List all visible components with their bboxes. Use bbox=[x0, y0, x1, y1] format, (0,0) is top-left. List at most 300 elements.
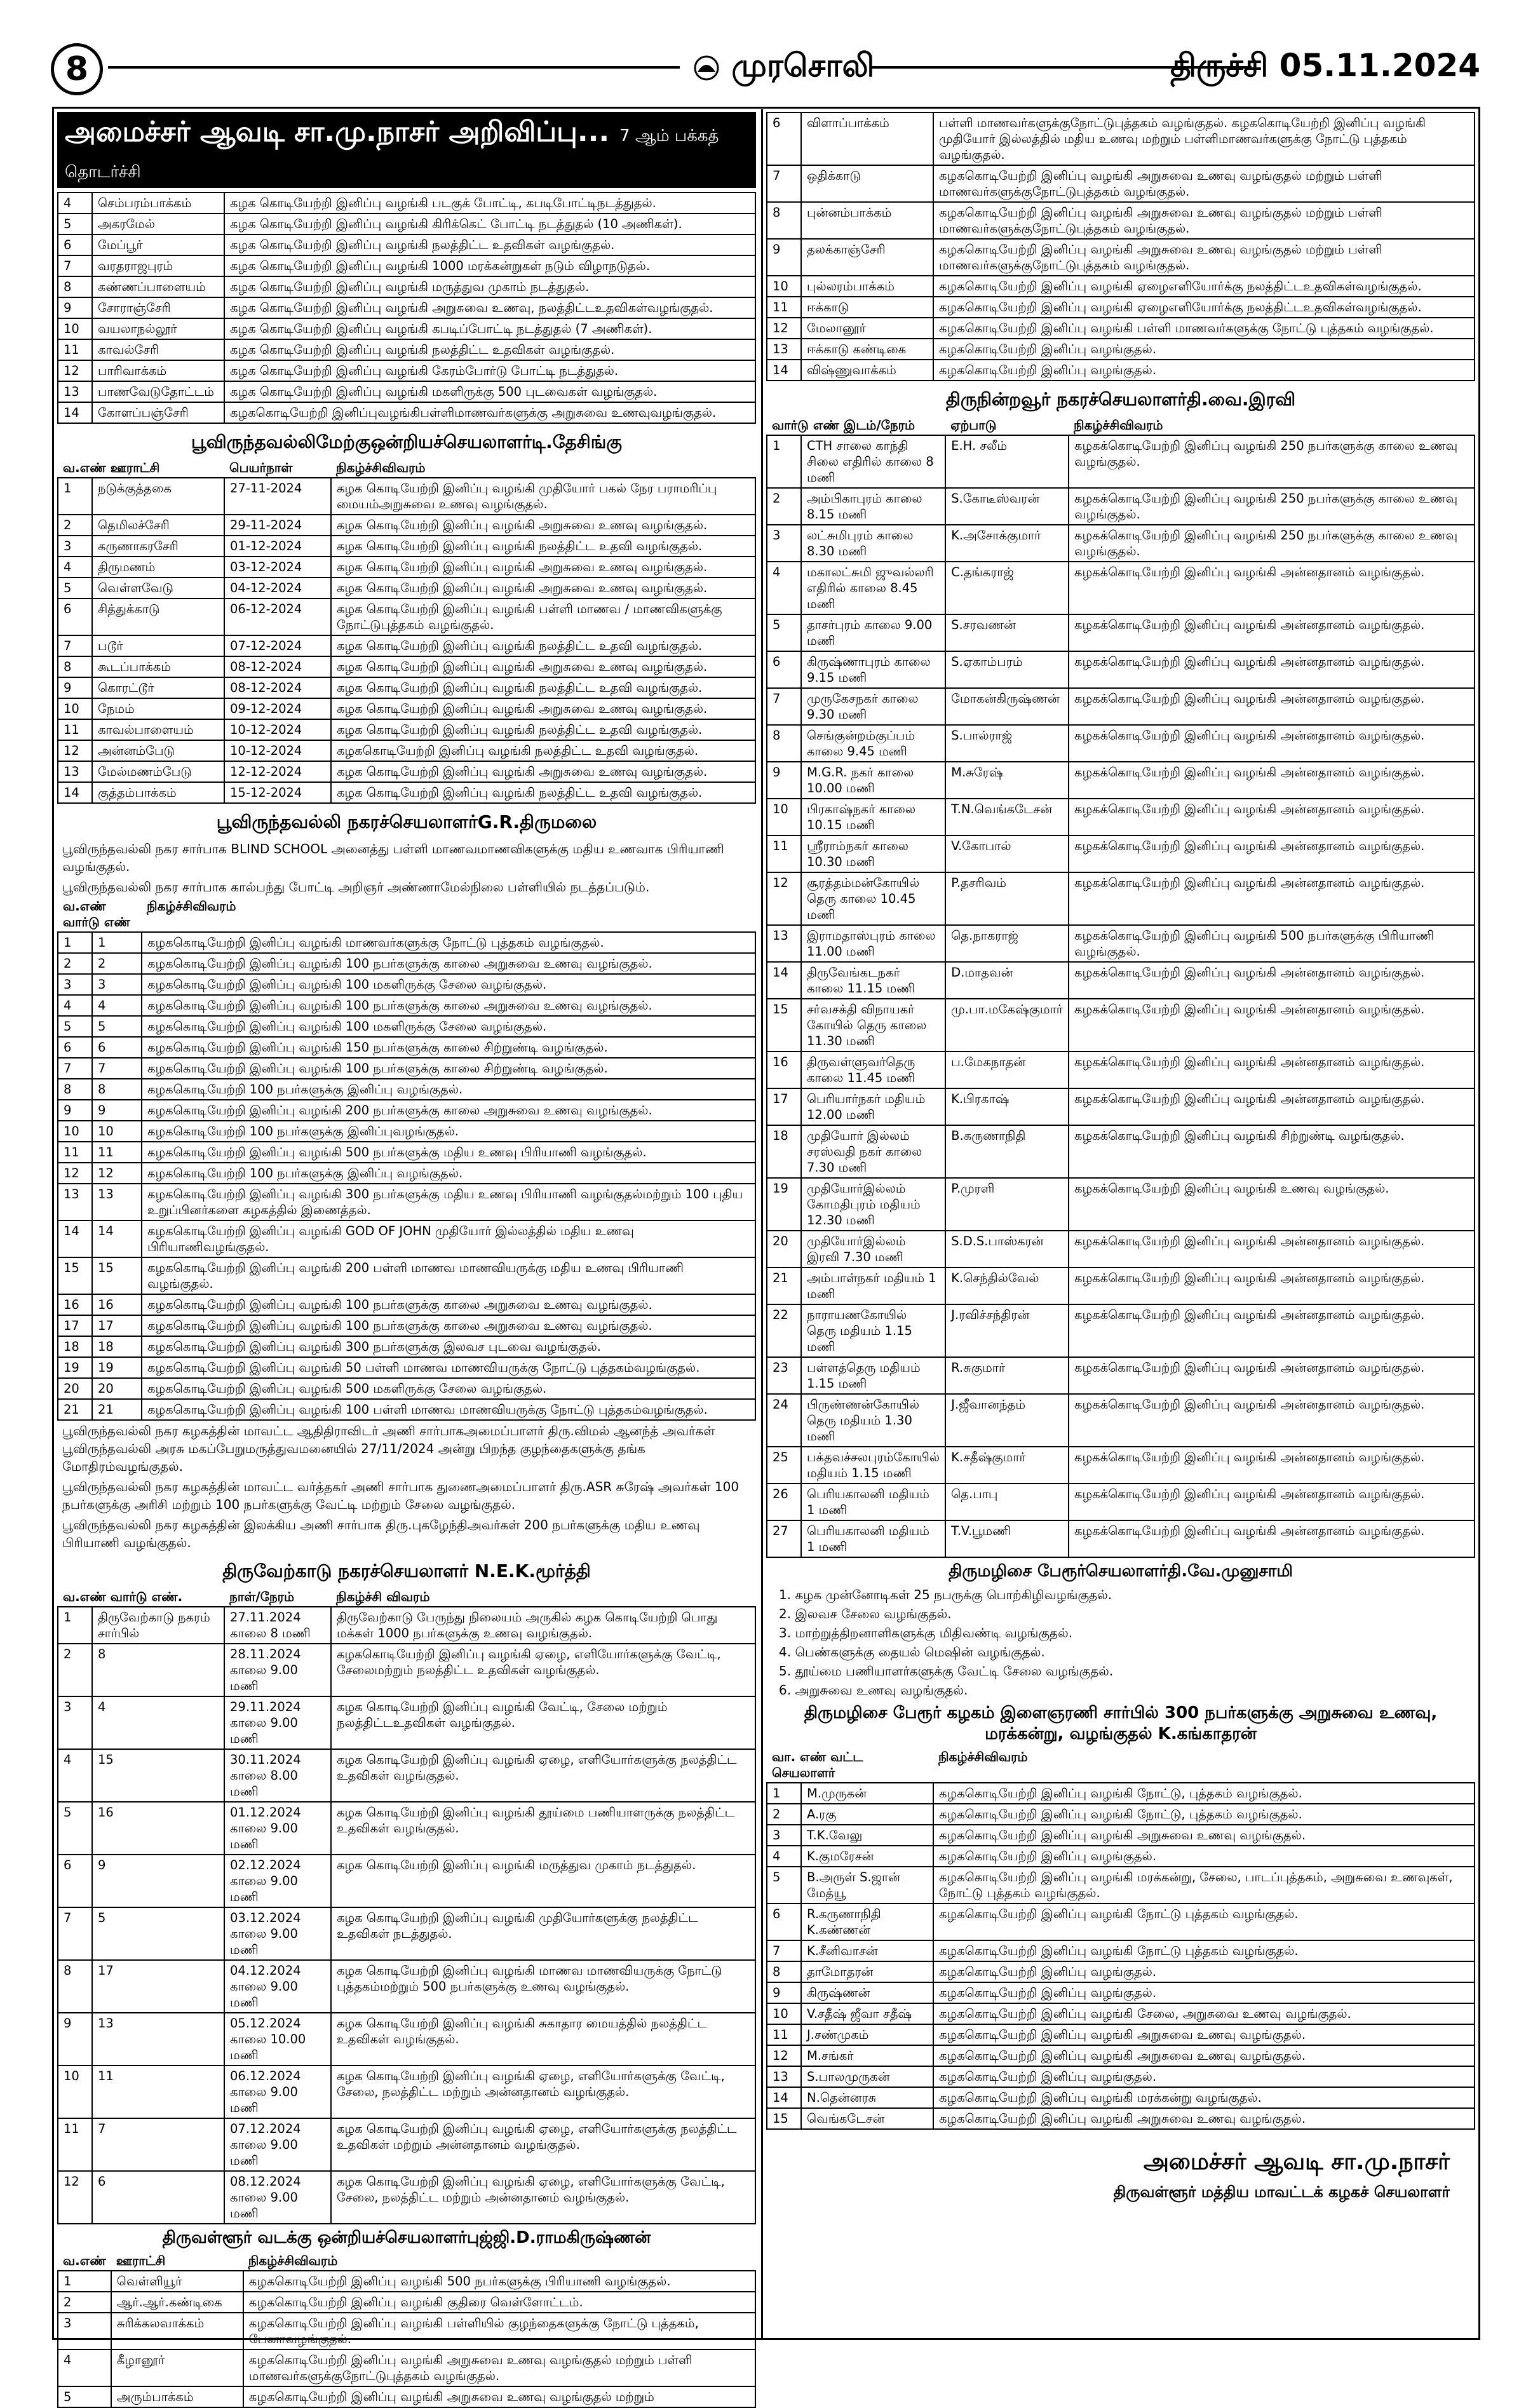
table-cell: 1 bbox=[58, 2271, 111, 2292]
table-cell: 10-12-2024 bbox=[224, 740, 331, 761]
table-cell: நாராயணகோயில் தெரு மதியம் 1.15 மணி bbox=[801, 1304, 945, 1357]
table-row bbox=[767, 999, 1475, 1052]
table-row bbox=[58, 1749, 755, 1802]
table-cell: 03-12-2024 bbox=[224, 557, 331, 578]
table-row bbox=[767, 688, 1475, 725]
table-row bbox=[58, 599, 755, 635]
table-row bbox=[58, 1644, 755, 1696]
table-cell: கழக கொடியேற்றி இனிப்பு வழங்கி முதியோர் பகல் நேர பராமரிப்பு மையம்அறுசுவை உணவு வழங்குதல். bbox=[331, 478, 755, 515]
table-cell: கழககொடியேற்றி இனிப்பு வழங்குதல். bbox=[933, 1961, 1475, 1982]
table-cell: 9 bbox=[767, 762, 801, 799]
table-cell: E.H. சலீம் bbox=[945, 435, 1069, 488]
list-item: 4. பெண்களுக்கு தையல் மெஷின் வழங்குதல். bbox=[779, 1644, 1045, 1660]
table-cell: 01-12-2024 bbox=[224, 536, 331, 557]
table-cell: கழக கொடியேற்றி இனிப்பு வழங்கி அறுசுவை உணவு வழங்குதல். bbox=[331, 515, 755, 536]
table-row bbox=[58, 1121, 755, 1142]
table-cell: அம்பாள்நகர் மதியம் 1 மணி bbox=[801, 1268, 945, 1304]
table-cell: 18 bbox=[92, 1336, 142, 1357]
table-cell: 11 bbox=[58, 719, 92, 740]
table-poonamallee-town bbox=[57, 897, 756, 1421]
table-row bbox=[58, 1294, 755, 1315]
masthead-rule-left bbox=[108, 66, 680, 69]
table-cell: கழககொடியேற்றி இனிப்பு வழங்கி 100 மகளிருக்கு சேலை வழங்குதல். bbox=[142, 974, 755, 995]
table-cell: கழககொடியேற்றி இனிப்பு வழங்கி 100 நபர்களுக்கு காலை அறுசுவை உணவு வழங்குதல். bbox=[142, 953, 755, 974]
table-row bbox=[58, 360, 755, 381]
table-cell: 3 bbox=[58, 1696, 92, 1749]
table-cell: கழக கொடியேற்றி இனிப்பு வழங்கி கேரம்போர்டு போட்டி நடத்துதல். bbox=[224, 360, 755, 381]
table-cell: தெ.நாகராஜ் bbox=[945, 925, 1069, 962]
list-item: 2. இலவச சேலை வழங்குதல். bbox=[779, 1606, 952, 1621]
table-cell: கழக கொடியேற்றி இனிப்பு வழங்கி கபடிப்போட்டி நடத்துதல் (7 அணிகள்). bbox=[224, 318, 755, 339]
table-cell: கழக கொடியேற்றி இனிப்பு வழங்கி அறுசுவை உணவு வழங்குதல். bbox=[331, 761, 755, 782]
table-cell: 08-12-2024 bbox=[224, 656, 331, 677]
header-cell: நிகழ்ச்சிவிவரம் bbox=[336, 460, 426, 475]
table-row bbox=[767, 1052, 1475, 1088]
sun-rising-icon bbox=[692, 55, 720, 81]
table-cell: கழககொடியேற்றி இனிப்பு வழங்கி அறுசுவை உணவு வழங்குதல் மற்றும் பள்ளி மாணவர்களுக்குநோட்டுபுத்தகம் வழங்குதல். bbox=[243, 2350, 755, 2386]
table-row bbox=[58, 1142, 755, 1163]
table-cell: S.D.S.பாஸ்கரன் bbox=[945, 1231, 1069, 1268]
table-cell: கருணாகரசேரி bbox=[92, 536, 224, 557]
table-row bbox=[767, 1825, 1475, 1846]
table-cell: 6 bbox=[92, 1037, 142, 1058]
table-cell: 03.12.2024 காலை 9.00 மணி bbox=[224, 1907, 331, 1960]
table-cell: 19 bbox=[58, 1357, 92, 1378]
table-cell: கழக கொடியேற்றி இனிப்பு வழங்கி படகுக் போட்டி, கபடிபோட்டிநடத்துதல். bbox=[224, 193, 755, 213]
table-cell: 12 bbox=[58, 2171, 92, 2224]
header-cell: வ.எண் வார்டு எண். bbox=[63, 1589, 183, 1604]
masthead bbox=[51, 43, 1480, 107]
table-cell: கோளப்பஞ்சேரி bbox=[92, 402, 224, 423]
table-cell: 2 bbox=[92, 953, 142, 974]
table-cell: 06-12-2024 bbox=[224, 599, 331, 635]
table-row bbox=[767, 2108, 1475, 2129]
table-row bbox=[767, 725, 1475, 762]
table-row bbox=[767, 525, 1475, 562]
table-cell: 15 bbox=[767, 2108, 801, 2129]
table-cell: 9 bbox=[92, 1100, 142, 1121]
table-cell: கழககொடியேற்றி இனிப்பு வழங்கி GOD OF JOHN முதியோர் இல்லத்தில் மதிய உணவு பிரியாணிவழங்குதல். bbox=[142, 1221, 755, 1257]
table-cell: கழககொடியேற்றி இனிப்பு வழங்கி ஏழைஎளியோர்க்கு நலத்திட்டஉதவிகள்வழங்குதல். bbox=[933, 276, 1475, 297]
table-row bbox=[767, 1867, 1475, 1904]
table-row bbox=[58, 536, 755, 557]
table-cell: 11 bbox=[58, 339, 92, 360]
table-cell: கழக கொடியேற்றி இனிப்பு வழங்கி ஏழை, எளியோர்களுக்கு நலத்திட்ட உதவிகள் மற்றும் அன்னதானம் வழங்குதல். bbox=[331, 2118, 755, 2171]
table-cell: கழககொடியேற்றி 100 நபர்களுக்கு இனிப்பு வழங்குதல். bbox=[142, 1079, 755, 1100]
table-cell: 1 bbox=[58, 478, 92, 515]
table-cell: 5 bbox=[92, 1016, 142, 1037]
table-row bbox=[767, 2024, 1475, 2045]
announcement-title: அமைச்சர் ஆவடி சா.மு.நாசர் அறிவிப்பு... bbox=[65, 116, 610, 148]
table-row bbox=[767, 2003, 1475, 2024]
table-cell: அகரமேல் bbox=[92, 213, 224, 234]
table-cell: முதியோர்இல்லம் கோமதிபுரம் மதியம் 12.30 மணி bbox=[801, 1178, 945, 1231]
table-cell: பிருண்ணன்கோயில் தெரு மதியம் 1.30 மணி bbox=[801, 1394, 945, 1447]
right-column bbox=[766, 112, 1475, 2203]
table-cell: லட்சுமிபுரம் காலை 8.30 மணி bbox=[801, 525, 945, 562]
table-cell: 22 bbox=[767, 1304, 801, 1357]
table-cell: 1 bbox=[92, 932, 142, 953]
header-cell: வார்டு எண் இடம்/நேரம் bbox=[772, 417, 915, 433]
table-cell: 20 bbox=[58, 1378, 92, 1399]
table-cell: 4 bbox=[92, 1696, 224, 1749]
table-cell: 8 bbox=[92, 1644, 224, 1696]
table-cell: S.சரவணன் bbox=[945, 614, 1069, 651]
table-cell: 3 bbox=[767, 1825, 801, 1846]
table-cell: பாணவேடுதோட்டம் bbox=[92, 381, 224, 402]
table-cell: சர்வசக்தி விநாயகர் கோயில் தெரு காலை 11.30 மணி bbox=[801, 999, 945, 1052]
table-cell: 7 bbox=[58, 635, 92, 656]
table-cell: 5 bbox=[58, 1016, 92, 1037]
table-cell: C.தங்கராஜ் bbox=[945, 562, 1069, 614]
table-row bbox=[58, 1016, 755, 1037]
table-cell: 3 bbox=[767, 525, 801, 562]
table-cell: சோராஞ்சேரி bbox=[92, 297, 224, 318]
table-cell: 10-12-2024 bbox=[224, 719, 331, 740]
table-cell: கழகக்கொடியேற்றி இனிப்பு வழங்கி 500 நபர்களுக்கு பிரியாணி வழங்குதல். bbox=[1069, 925, 1475, 962]
table-cell: 27 bbox=[767, 1520, 801, 1557]
table-cell: செங்குன்றம்குப்பம் காலை 9.45 மணி bbox=[801, 725, 945, 762]
signature-name: அமைச்சர் ஆவடி சா.மு.நாசர் bbox=[1143, 2149, 1450, 2175]
table-row bbox=[58, 1079, 755, 1100]
table-cell: கூடப்பாக்கம் bbox=[92, 656, 224, 677]
table-cell: கழக கொடியேற்றி இனிப்பு வழங்கி மருத்துவ முகாம் நடத்துதல். bbox=[331, 1855, 755, 1907]
table-cell: 10 bbox=[92, 1121, 142, 1142]
table-row bbox=[767, 112, 1475, 165]
table-row bbox=[58, 578, 755, 599]
table-continuation bbox=[57, 192, 756, 424]
table-cell: 3 bbox=[58, 536, 92, 557]
table-cell: திருமணம் bbox=[92, 557, 224, 578]
table-cell: கழககொடியேற்றி இனிப்பு வழங்குதல். bbox=[933, 1982, 1475, 2003]
table-cell: கழககொடியேற்றி இனிப்பு வழங்கி 200 நபர்களுக்கு காலை அறுசுவை உணவு வழங்குதல். bbox=[142, 1100, 755, 1121]
table-cell: S.பாலமுருகன் bbox=[801, 2066, 933, 2087]
table-row bbox=[58, 635, 755, 656]
table-row bbox=[58, 255, 755, 276]
table-cell: கழகக்கொடியேற்றி இனிப்பு வழங்கி 250 நபர்களுக்கு காலை உணவு வழங்குதல். bbox=[1069, 525, 1475, 562]
table-cell: நேமம் bbox=[92, 698, 224, 719]
table-cell: 12 bbox=[58, 1163, 92, 1184]
table-cell: 12 bbox=[92, 1163, 142, 1184]
table-cell: 12 bbox=[767, 2045, 801, 2066]
table-cell: 3 bbox=[92, 974, 142, 995]
table-cell: பெரியகாலனி மதியம் 1 மணி bbox=[801, 1520, 945, 1557]
table-cell: கழககொடியேற்றி இனிப்பு வழங்கி அறுசுவை உணவு வழங்குதல் மற்றும் பள்ளி மாணவர்களுக்குநோட்டுபுத்தகம் வழங்குதல். bbox=[933, 165, 1475, 202]
table-cell: M.G.R. நகர் காலை 10.00 மணி bbox=[801, 762, 945, 799]
table-row bbox=[767, 1982, 1475, 2003]
table-cell: தெமிலச்சேரி bbox=[92, 515, 224, 536]
table-cell: கழககொடியேற்றி இனிப்பு வழங்கி பள்ளி மாணவர்களுக்கு நோட்டு புத்தகம் வழங்குதல். bbox=[933, 318, 1475, 339]
table-cell: காவல்பாளையம் bbox=[92, 719, 224, 740]
table-cell: மேல்மணம்பேடு bbox=[92, 761, 224, 782]
table-cell: 7 bbox=[92, 2118, 224, 2171]
table-cell: கழகக்கொடியேற்றி இனிப்பு வழங்கி அன்னதானம் வழங்குதல். bbox=[1069, 1231, 1475, 1268]
table-row bbox=[767, 1125, 1475, 1178]
table-cell: கழககொடியேற்றி இனிப்பு வழங்கி 500 நபர்களுக்கு மதிய உணவு பிரியாணி வழங்குதல். bbox=[142, 1142, 755, 1163]
table-cell: 15 bbox=[92, 1257, 142, 1294]
continued-note: 7 ஆம் பக்கத் தொடர்ச்சி bbox=[65, 126, 719, 182]
table-row bbox=[58, 1696, 755, 1749]
table-cell: கழககொடியேற்றி இனிப்புவழங்கிபள்ளிமாணவர்களுக்கு அறுசுவை உணவுவழங்குதல். bbox=[224, 402, 755, 423]
table-row bbox=[767, 435, 1475, 488]
table-cell: சித்துக்காடு bbox=[92, 599, 224, 635]
table-cell: 13 bbox=[58, 761, 92, 782]
table-cell: 10 bbox=[58, 318, 92, 339]
table-cell: படூர் bbox=[92, 635, 224, 656]
table-cell: K.அசோக்குமார் bbox=[945, 525, 1069, 562]
table-row bbox=[767, 1846, 1475, 1867]
header-cell: வ.எண் bbox=[63, 2253, 106, 2268]
table-row bbox=[767, 202, 1475, 239]
table-cell: கழககொடியேற்றி இனிப்பு வழங்கி ஏழைஎளியோர்க்கு நலத்திட்டஉதவிகள்வழங்குதல். bbox=[933, 297, 1475, 318]
table-cell: 5 bbox=[58, 1802, 92, 1855]
table-row bbox=[58, 740, 755, 761]
table-cell: கழககொடியேற்றி இனிப்பு வழங்கி மரக்கன்று, சேலை, பாடப்புத்தகம், அறுசுவை உணவுகள், நோட்டு புத்தகம் வழங்குதல். bbox=[933, 1867, 1475, 1904]
table-cell: குத்தம்பாக்கம் bbox=[92, 782, 224, 803]
table-cell: பள்ளத்தெரு மதியம் 1.15 மணி bbox=[801, 1357, 945, 1394]
table-tiruvallur-north bbox=[57, 2252, 756, 2408]
table-cell: K.பிரகாஷ் bbox=[945, 1088, 1069, 1125]
table-cell: J.ஜீவானந்தம் bbox=[945, 1394, 1069, 1447]
table-cell: 16 bbox=[92, 1802, 224, 1855]
table-cell: கழகக்கொடியேற்றி இனிப்பு வழங்கி அன்னதானம் வழங்குதல். bbox=[1069, 1052, 1475, 1088]
table-cell: கழககொடியேற்றி இனிப்பு வழங்கி நோட்டு புத்தகம் வழங்குதல். bbox=[933, 1940, 1475, 1961]
table-cell: கழககொடியேற்றி இனிப்பு வழங்கி 500 மகளிருக்கு சேலை வழங்குதல். bbox=[142, 1378, 755, 1399]
table-cell: M.சுரேஷ் bbox=[945, 762, 1069, 799]
note-text: பூவிருந்தவல்லி நகர கழகத்தின் மாவட்ட வர்த்தகர் அணி சார்பாக துணைஅமைப்பாளர் திரு.ASR சுரேஷ் அவர்கள் 100 நபர்களுக்கு அரிசி மற்றும் 100 நபர்களுக்கு வேட்டி மற்றும் சேலை வழங்குதல். bbox=[62, 1479, 739, 1512]
table-cell: வெள்ளவேடு bbox=[92, 578, 224, 599]
table-cell: கழகக்கொடியேற்றி இனிப்பு வழங்கி அன்னதானம் வழங்குதல். bbox=[1069, 762, 1475, 799]
table-cell: V.சதீஷ் ஜீவா சதீஷ் bbox=[801, 2003, 933, 2024]
table-cell: 13 bbox=[58, 381, 92, 402]
table-cell: 12 bbox=[767, 318, 801, 339]
table-row bbox=[767, 1484, 1475, 1520]
section-title: திருவள்ளூர் வடக்கு ஒன்றியச்செயலாளர்புஜ்ஜி.D.ராமகிருஷ்ணன் bbox=[162, 2228, 651, 2247]
table-cell: கழக கொடியேற்றி இனிப்பு வழங்கி அறுசுவை உணவு வழங்குதல். bbox=[331, 578, 755, 599]
table-cell: 14 bbox=[767, 360, 801, 381]
table-cell: 8 bbox=[767, 1961, 801, 1982]
table-cell: கழகக்கொடியேற்றி இனிப்பு வழங்கி அன்னதானம் வழங்குதல். bbox=[1069, 1484, 1475, 1520]
table-cell: கிருஷ்ணாபுரம் காலை 9.15 மணி bbox=[801, 651, 945, 688]
table-cell: 11 bbox=[767, 297, 801, 318]
table-cell: 21 bbox=[767, 1268, 801, 1304]
table-cell: கழகக்கொடியேற்றி இனிப்பு வழங்கி அன்னதானம் வழங்குதல். bbox=[1069, 1394, 1475, 1447]
table-cell: J.சண்முகம் bbox=[801, 2024, 933, 2045]
header-cell: நிகழ்ச்சிவிவரம் bbox=[248, 2253, 338, 2268]
table-row bbox=[767, 872, 1475, 925]
table-cell: கழககொடியேற்றி இனிப்பு வழங்கி மாணவர்களுக்கு நோட்டு புத்தகம் வழங்குதல். bbox=[142, 932, 755, 953]
list-item: 1. கழக முன்னோடிகள் 25 நபருக்கு பொற்கிழிவழங்குதல். bbox=[779, 1587, 1112, 1602]
table-cell: 8 bbox=[767, 725, 801, 762]
section-title: திருமழிசை பேரூர்செயலாளர்தி.வே.முனுசாமி bbox=[949, 1562, 1293, 1581]
table-cell: வெங்கடேசன் bbox=[801, 2108, 933, 2129]
list-item: 6. அறுசுவை உணவு வழங்குதல். bbox=[779, 1682, 968, 1698]
table-cell: கழக கொடியேற்றி இனிப்பு வழங்கி நலத்திட்ட உதவி வழங்குதல். bbox=[331, 635, 755, 656]
table-cell: மோகன்கிருஷ்ணன் bbox=[945, 688, 1069, 725]
table-cell: 23 bbox=[767, 1357, 801, 1394]
table-cell: கழககொடியேற்றி இனிப்பு வழங்கி 300 நபர்களுக்கு இலவச புடவை வழங்குதல். bbox=[142, 1336, 755, 1357]
table-cell: ஆர்.ஆர்.கண்டிகை bbox=[111, 2292, 243, 2313]
table-cell: 17 bbox=[767, 1088, 801, 1125]
table-cell: திருவள்ளுவர்தெரு காலை 11.45 மணி bbox=[801, 1052, 945, 1088]
table-cell: கழககொடியேற்றி இனிப்பு வழங்கி 100 நபர்களுக்கு காலை அறுசுவை உணவு வழங்குதல். bbox=[142, 995, 755, 1016]
table-cell: T.K.வேலு bbox=[801, 1825, 933, 1846]
table-cell: 8 bbox=[92, 1079, 142, 1100]
table-cell: பள்ளி மாணவர்களுக்குநோட்டுபுத்தகம் வழங்குதல். கழககொடியேற்றி இனிப்பு வழங்கி முதியோர் இல்லத்தில் மதிய உணவு மற்றும் பள்ளிமாணவர்களுக்கு நோட்டு புத்தகம் வழங்குதல். bbox=[933, 112, 1475, 165]
column-divider bbox=[761, 109, 763, 2338]
table-cell: 4 bbox=[58, 1749, 92, 1802]
table-cell: N.தென்னரசு bbox=[801, 2087, 933, 2108]
table-cell: கழக கொடியேற்றி இனிப்பு வழங்கி மாணவ மாணவியருக்கு நோட்டு புத்தகம்மற்றும் 500 நபர்களுக்கு உணவு வழங்குதல். bbox=[331, 1960, 755, 2013]
table-thirumazhisai-youth bbox=[766, 1748, 1475, 2130]
table-cell: 9 bbox=[58, 2013, 92, 2066]
table-cell: கழகக்கொடியேற்றி இனிப்பு வழங்கி சிற்றுண்டி வழங்குதல். bbox=[1069, 1125, 1475, 1178]
table-cell: 9 bbox=[58, 1100, 92, 1121]
table-cell: K.செந்தில்வேல் bbox=[945, 1268, 1069, 1304]
table-cell: 6 bbox=[58, 1855, 92, 1907]
table-cell: கழக கொடியேற்றி இனிப்பு வழங்கி வேட்டி, சேலை மற்றும் நலத்திட்டஉதவிகள் வழங்குதல். bbox=[331, 1696, 755, 1749]
header-cell: வ.எண் வார்டு எண் bbox=[63, 898, 130, 930]
table-cell: தாசர்புரம் காலை 9.00 மணி bbox=[801, 614, 945, 651]
table-row bbox=[767, 835, 1475, 872]
table-cell: 14 bbox=[767, 962, 801, 999]
table-cell: 6 bbox=[58, 599, 92, 635]
table-cell: 7 bbox=[58, 255, 92, 276]
table-row bbox=[58, 297, 755, 318]
table-cell: 13 bbox=[767, 2066, 801, 2087]
table-cell: 6 bbox=[767, 112, 801, 165]
table-cell: கழகக்கொடியேற்றி இனிப்பு வழங்கி அன்னதானம் வழங்குதல். bbox=[1069, 1447, 1475, 1484]
table-cell: 8 bbox=[58, 1960, 92, 2013]
table-cell: S.கோடீஸ்வரன் bbox=[945, 488, 1069, 525]
table-cell: 11 bbox=[92, 1142, 142, 1163]
table-cell: 09-12-2024 bbox=[224, 698, 331, 719]
table-cell: கண்ணப்பாளையம் bbox=[92, 276, 224, 297]
table-cell: கழகக்கொடியேற்றி இனிப்பு வழங்கி அன்னதானம் வழங்குதல். bbox=[1069, 999, 1475, 1052]
table-cell: புல்லரம்பாக்கம் bbox=[801, 276, 933, 297]
table-cell: S.பால்ராஜ் bbox=[945, 725, 1069, 762]
table-cell: 6 bbox=[58, 1037, 92, 1058]
table-cell: கழககொடியேற்றி இனிப்பு வழங்குதல். bbox=[933, 360, 1475, 381]
intro-text: பூவிருந்தவல்லி நகர சார்பாக BLIND SCHOOL அனைத்து பள்ளி மாணவமாணவிகளுக்கு மதிய உணவாக பிரியாணி வழங்குதல். bbox=[62, 841, 724, 874]
table-row bbox=[58, 1855, 755, 1907]
table-cell: 20 bbox=[767, 1231, 801, 1268]
table-row bbox=[767, 614, 1475, 651]
table-cell: ஈக்காடு கண்டிகை bbox=[801, 339, 933, 360]
table-cell: கழககொடியேற்றி இனிப்பு வழங்கி சேலை, அறுசுவை உணவு வழங்குதல். bbox=[933, 2003, 1475, 2024]
table-row bbox=[58, 193, 755, 213]
table-cell: 10 bbox=[58, 2066, 92, 2118]
table-cell: கழக கொடியேற்றி இனிப்பு வழங்கி அறுசுவை உணவு வழங்குதல். bbox=[331, 557, 755, 578]
table-cell: அரும்பாக்கம் bbox=[111, 2386, 243, 2407]
table-row bbox=[58, 339, 755, 360]
table-row bbox=[58, 276, 755, 297]
table-cell: 6 bbox=[767, 1904, 801, 1940]
table-cell: வரதராஜபுரம் bbox=[92, 255, 224, 276]
table-cell: 27.11.2024 காலை 8 மணி bbox=[224, 1607, 331, 1644]
table-cell: 11 bbox=[58, 2118, 92, 2171]
table-row bbox=[58, 318, 755, 339]
paper-name: முரசொலி bbox=[731, 47, 875, 84]
table-cell: D.மாதவன் bbox=[945, 962, 1069, 999]
table-row bbox=[58, 2313, 755, 2350]
table-cell: கழககொடியேற்றி இனிப்பு வழங்கி 500 நபர்களுக்கு பிரியாணி வழங்குதல். bbox=[243, 2271, 755, 2292]
table-row bbox=[58, 402, 755, 423]
table-row bbox=[767, 1394, 1475, 1447]
table-cell: கழக கொடியேற்றி இனிப்பு வழங்கி கிரிக்கெட் போட்டி நடத்துதல் (10 அணிகள்). bbox=[224, 213, 755, 234]
table-cell: கழககொடியேற்றி இனிப்பு வழங்குதல். bbox=[933, 1846, 1475, 1867]
table-row bbox=[58, 1960, 755, 2013]
header-cell: ஊராட்சி bbox=[116, 2253, 166, 2268]
table-cell: 27-11-2024 bbox=[224, 478, 331, 515]
header-cell: ஏற்பாடு bbox=[950, 417, 997, 433]
table-cell: ப.மேகநாதன் bbox=[945, 1052, 1069, 1088]
table-row bbox=[58, 381, 755, 402]
header-cell: நாள்/நேரம் bbox=[229, 1589, 295, 1604]
table-cell: 10 bbox=[58, 698, 92, 719]
table-cell: கழககொடியேற்றி இனிப்பு வழங்கி குதிரை வெள்ளோட்டம். bbox=[243, 2292, 755, 2313]
table-cell: கழகக்கொடியேற்றி இனிப்பு வழங்கி அன்னதானம் வழங்குதல். bbox=[1069, 1520, 1475, 1557]
table-cell: 12 bbox=[767, 872, 801, 925]
table-cell: கொரட்டூர் bbox=[92, 677, 224, 698]
table-cell: 1 bbox=[58, 1607, 92, 1644]
table-cell: CTH சாலை காந்தி சிலை எதிரில் காலை 8 மணி bbox=[801, 435, 945, 488]
table-cell: R.கருணாநிதி K.கண்ணன் bbox=[801, 1904, 933, 1940]
table-row bbox=[767, 799, 1475, 835]
table-cell: கழககொடியேற்றி இனிப்பு வழங்கி பள்ளியில் குழந்தைகளுக்கு நோட்டு புத்தகம், பேனாவழங்குதல். bbox=[243, 2313, 755, 2350]
table-cell: P.முரளி bbox=[945, 1178, 1069, 1231]
table-row bbox=[58, 1100, 755, 1121]
table-cell: நடுக்குத்தகை bbox=[92, 478, 224, 515]
header-cell: நிகழ்ச்சிவிவரம் bbox=[1074, 417, 1163, 433]
table-row bbox=[58, 234, 755, 255]
table-row bbox=[58, 1058, 755, 1079]
table-cell: சுரிக்கலவாக்கம் bbox=[111, 2313, 243, 2350]
table-cell: ஈக்காடு bbox=[801, 297, 933, 318]
table-cell: கழக கொடியேற்றி இனிப்பு வழங்கி நலத்திட்ட உதவிகள் வழங்குதல். bbox=[224, 339, 755, 360]
table-cell: கழககொடியேற்றி இனிப்பு வழங்கி 100 மகளிருக்கு சேலை வழங்குதல். bbox=[142, 1016, 755, 1037]
table-cell: கழக கொடியேற்றி இனிப்பு வழங்கி அறுசுவை உணவு, நலத்திட்டஉதவிகள்வழங்குதல். bbox=[224, 297, 755, 318]
table-cell: கழகக்கொடியேற்றி இனிப்பு வழங்கி அன்னதானம் வழங்குதல். bbox=[1069, 614, 1475, 651]
table-cell: 9 bbox=[92, 1855, 224, 1907]
table-cell: 13 bbox=[767, 339, 801, 360]
table-cell: 07-12-2024 bbox=[224, 635, 331, 656]
table-cell: B.கருணாநிதி bbox=[945, 1125, 1069, 1178]
table-row bbox=[58, 2118, 755, 2171]
note-text: பூவிருந்தவல்லி நகர கழகத்தின் மாவட்ட ஆதிதிராவிடர் அணி சார்பாகஅமைப்பாளர் திரு.விமல் ஆனந்த் அவர்கள் பூவிருந்தவல்லி அரசு மகப்பேறுமருத்துவமனையில் 27/11/2024 அன்று பிறந்த குழந்தைகளுக்கு தங்க மோதிரம்வழங்குதல். bbox=[62, 1423, 715, 1474]
table-cell: கழககொடியேற்றி இனிப்பு வழங்கி 300 நபர்களுக்கு மதிய உணவு பிரியாணி வழங்குதல்மற்றும் 100 புதிய உறுப்பினர்களை கழகத்தில் இணைத்தல். bbox=[142, 1184, 755, 1221]
table-cell: கழக கொடியேற்றி இனிப்பு வழங்கி மருத்துவ முகாம் நடத்துதல். bbox=[224, 276, 755, 297]
table-cell: 21 bbox=[58, 1399, 92, 1420]
table-cell: 18 bbox=[767, 1125, 801, 1178]
header-cell: வ.எண் ஊராட்சி bbox=[63, 460, 160, 475]
table-cell: 2 bbox=[58, 515, 92, 536]
table-cell: 15-12-2024 bbox=[224, 782, 331, 803]
table-cell: கழக கொடியேற்றி இனிப்பு வழங்கி முதியோர்களுக்கு நலத்திட்ட உதவிகள் நடத்துதல். bbox=[331, 1907, 755, 1960]
table-row bbox=[767, 165, 1475, 202]
table-row bbox=[58, 1607, 755, 1644]
table-cell: 9 bbox=[767, 239, 801, 276]
header-cell: நிகழ்ச்சிவிவரம் bbox=[938, 1749, 1028, 1764]
table-cell: 16 bbox=[767, 1052, 801, 1088]
table-cell: கழகக்கொடியேற்றி இனிப்பு வழங்கி 250 நபர்களுக்கு காலை உணவு வழங்குதல். bbox=[1069, 435, 1475, 488]
table-cell: 14 bbox=[767, 2087, 801, 2108]
table-row bbox=[58, 515, 755, 536]
table-cell: 12 bbox=[58, 740, 92, 761]
table-row bbox=[58, 761, 755, 782]
table-cell: மு.பா.மகேஷ்குமார் bbox=[945, 999, 1069, 1052]
table-cell: கழகக்கொடியேற்றி இனிப்பு வழங்கி அன்னதானம் வழங்குதல். bbox=[1069, 1088, 1475, 1125]
